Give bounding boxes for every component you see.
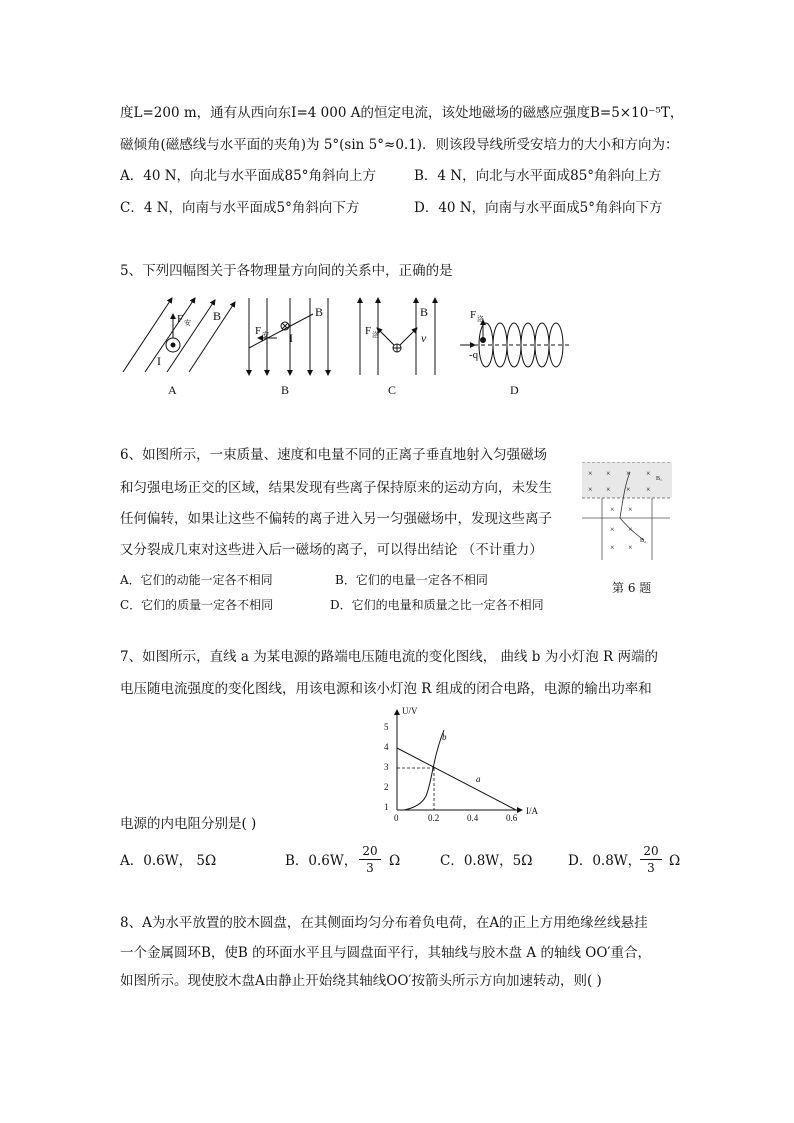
- q4-option-d: D．40 N，向南与水平面成5°角斜向下方: [414, 200, 663, 216]
- svg-text:×: ×: [610, 505, 615, 514]
- svg-text:B: B: [315, 305, 324, 319]
- curve-b: [404, 730, 444, 810]
- fraction-numerator: 20: [359, 843, 381, 860]
- q4-stem-line2: 磁倾角(磁感线与水平面的夹角)为 5°(sin 5°≈0.1)．则该段导线所受安培力的大小和方向为：: [120, 137, 679, 153]
- ytick-1: 1: [384, 802, 389, 812]
- q6-stem-line3: 任何偏转，如果让这些不偏转的离子进入另一匀强磁场中，发现这些离子: [120, 511, 552, 527]
- svg-text:×: ×: [588, 485, 593, 494]
- q7-ui-graph: [370, 700, 550, 830]
- q6-figure-caption: 第 6 题: [612, 581, 652, 595]
- q4-stem-line1: 度L=200 m，通有从西向东I=4 000 A的恒定电流，该处地磁场的磁感应强度B=5×10⁻⁵T，: [120, 105, 684, 121]
- svg-text:-q: -q: [469, 349, 479, 361]
- svg-text:×: ×: [628, 543, 633, 552]
- svg-text:洛: 洛: [372, 331, 379, 339]
- q7-stem-line3: 电源的内电阻分别是( ): [120, 816, 257, 832]
- label-a: a: [476, 774, 481, 784]
- q6-stem-line2: 和匀强电场正交的区域，结果发现有些离子保持原来的运动方向，未发生: [120, 480, 552, 496]
- ytick-2: 2: [384, 782, 389, 792]
- q7-option-d-unit: Ω: [669, 853, 681, 869]
- svg-text:×: ×: [606, 485, 611, 494]
- svg-text:×: ×: [610, 543, 615, 552]
- fig-label-a: A: [168, 383, 177, 397]
- q6-figure: [582, 462, 674, 562]
- svg-text:B: B: [420, 305, 429, 319]
- q6-option-d: D．它们的电量和质量之比一定各不相同: [330, 598, 544, 612]
- svg-text:×: ×: [588, 469, 593, 478]
- svg-text:×: ×: [646, 469, 651, 478]
- svg-text:F: F: [177, 313, 184, 325]
- svg-text:×: ×: [610, 525, 615, 534]
- svg-text:B₂: B₂: [640, 538, 647, 544]
- q5-stem: 5、下列四幅图关于各物理量方向间的关系中，正确的是: [120, 263, 453, 279]
- xtick-04: 0.4: [467, 813, 479, 823]
- line-a: [397, 748, 516, 810]
- svg-text:×: ×: [606, 469, 611, 478]
- q7-option-b-fraction: [359, 843, 381, 876]
- svg-text:v: v: [421, 331, 427, 345]
- ytick-5: 5: [384, 722, 389, 732]
- q6-stem-line1: 6、如图所示，一束质量、速度和电量不同的正离子垂直地射入匀强磁场: [120, 447, 548, 463]
- q8-stem-line2: 一个金属圆环B，使B 的环面水平且与圆盘面平行，其轴线与胶木盘 A 的轴线 OO′重合，: [120, 945, 651, 961]
- q7-option-d: D．0.8W，: [568, 853, 642, 869]
- fraction-denominator: 3: [647, 861, 655, 875]
- ytick-3: 3: [384, 762, 389, 772]
- fig-label-b: B: [281, 383, 290, 397]
- svg-text:×: ×: [626, 469, 631, 478]
- q7-option-c: C．0.8W，5Ω: [440, 853, 533, 869]
- q5-figures: [115, 290, 595, 405]
- svg-text:I: I: [289, 331, 293, 345]
- xtick-0: 0: [394, 813, 399, 823]
- fig-label-d: D: [510, 383, 519, 397]
- graph-ylabel: U/V: [402, 706, 418, 716]
- svg-text:安: 安: [262, 331, 269, 339]
- q4-option-b: B．4 N，向北与水平面成85°角斜向上方: [414, 168, 662, 184]
- q7-option-b-unit: Ω: [389, 853, 401, 869]
- svg-text:洛: 洛: [477, 315, 484, 323]
- xtick-06: 0.6: [506, 813, 518, 823]
- fig-label-c: C: [388, 383, 397, 397]
- q7-option-b: B．0.6W，: [285, 853, 358, 869]
- q8-stem-line3: 如图所示。现使胶木盘A由静止开始绕其轴线OO′按箭头所示方向加速转动，则( ): [120, 973, 602, 989]
- svg-text:×: ×: [628, 525, 633, 534]
- svg-text:×: ×: [628, 505, 633, 514]
- svg-text:×: ×: [626, 485, 631, 494]
- q6-option-a: A．它们的动能一定各不相同: [120, 573, 273, 587]
- xtick-02: 0.2: [428, 813, 440, 823]
- q8-stem-line1: 8、A为水平放置的胶木圆盘，在其侧面均匀分布着负电荷，在A的正上方用绝缘丝线悬挂: [120, 915, 648, 931]
- q7-stem-line1: 7、如图所示，直线 a 为某电源的路端电压随电流的变化图线， 曲线 b 为小灯泡 R 两端的: [120, 649, 658, 665]
- fraction-denominator: 3: [366, 861, 374, 875]
- svg-text:×: ×: [646, 485, 651, 494]
- ytick-4: 4: [384, 742, 389, 752]
- q6-option-b: B．它们的电量一定各不相同: [335, 573, 488, 587]
- svg-text:F: F: [255, 325, 262, 337]
- svg-text:F: F: [470, 309, 477, 321]
- q7-stem-line2: 电压随电流强度的变化图线，用该电源和该小灯泡 R 组成的闭合电路，电源的输出功率和: [120, 681, 652, 697]
- q4-option-a: A．40 N，向北与水平面成85°角斜向上方: [120, 168, 376, 184]
- q4-option-c: C．4 N，向南与水平面成5°角斜向下方: [120, 200, 360, 216]
- fraction-numerator: 20: [640, 843, 662, 860]
- svg-text:F: F: [365, 325, 372, 337]
- label-b: b: [442, 732, 447, 742]
- q7-option-a: A．0.6W， 5Ω: [120, 853, 217, 869]
- q6-stem-line4: 又分裂成几束对这些进入后一磁场的离子，可以得出结论 （不计重力）: [120, 542, 543, 558]
- q6-option-c: C．它们的质量一定各不相同: [120, 598, 274, 612]
- q7-option-d-fraction: [640, 843, 662, 876]
- svg-text:安: 安: [184, 319, 191, 327]
- svg-text:B₁: B₁: [656, 476, 663, 482]
- graph-xlabel: I/A: [526, 806, 538, 816]
- svg-text:B: B: [213, 309, 222, 323]
- svg-text:I: I: [157, 354, 161, 368]
